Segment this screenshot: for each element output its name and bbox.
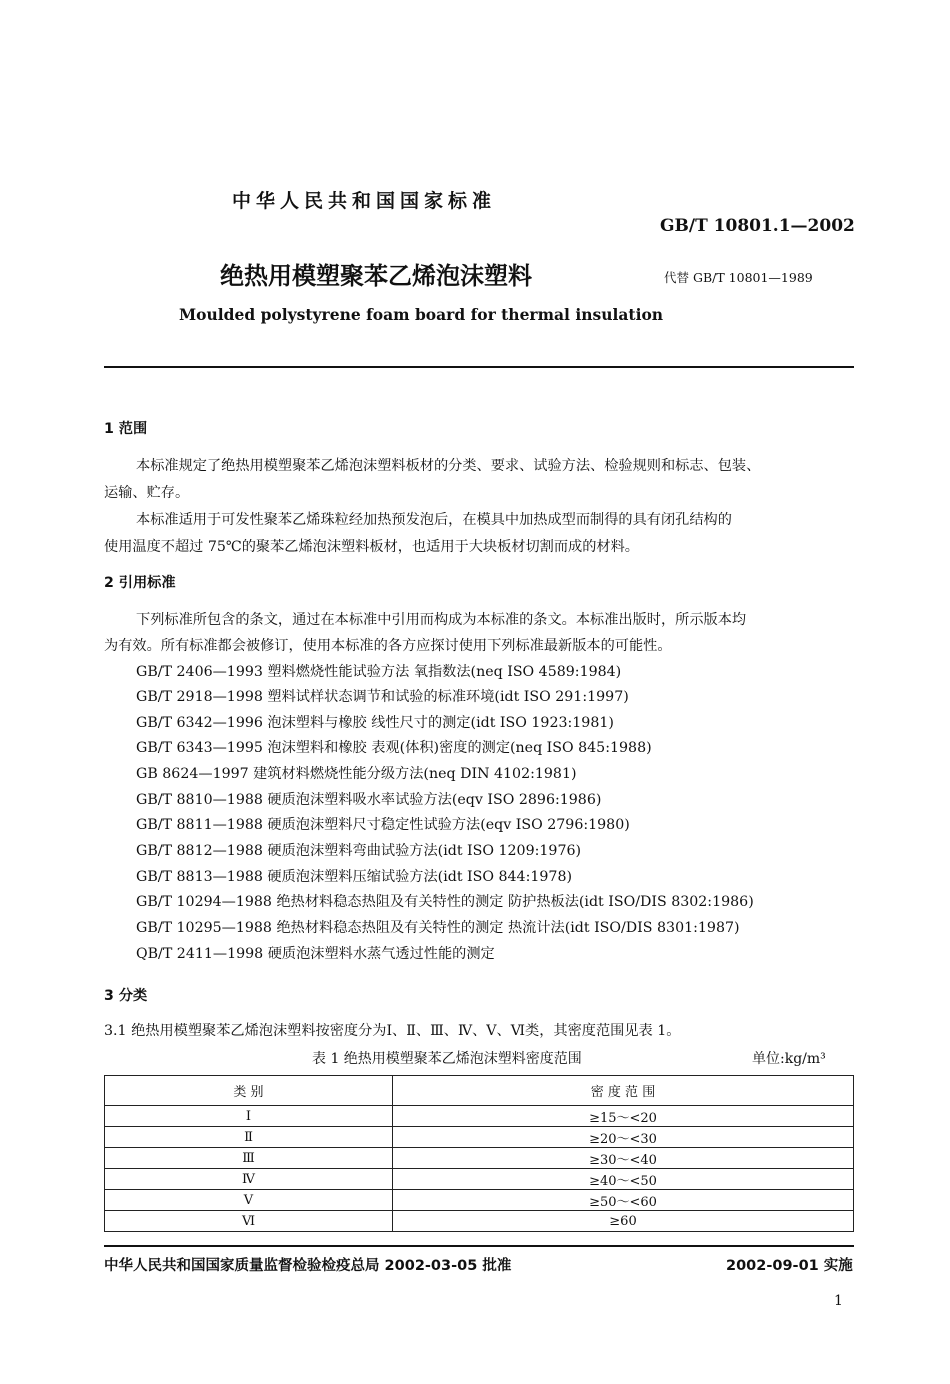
category-cell: Ⅱ bbox=[105, 1127, 393, 1148]
section-3-heading: 3 分类 bbox=[104, 988, 148, 1004]
reference-item: GB/T 8812—1988 硬质泡沫塑料弯曲试验方法(idt ISO 1209:1976) bbox=[136, 843, 582, 859]
replaces-standard: 代替 GB/T 10801—1989 bbox=[664, 270, 813, 285]
standard-code: GB/T 10801.1—2002 bbox=[660, 216, 855, 236]
implementation-date: 2002-09-01 实施 bbox=[726, 1258, 853, 1274]
paragraph-line: 为有效。所有标准都会被修订，使用本标准的各方应探讨使用下列标准最新版本的可能性。 bbox=[104, 638, 672, 654]
paragraph-line: 运输、贮存。 bbox=[104, 485, 190, 501]
paragraph-line: 下列标准所包含的条文，通过在本标准中引用而构成为本标准的条文。本标准出版时，所示版本均 bbox=[136, 612, 747, 628]
table-row bbox=[105, 1190, 854, 1211]
footer-rule bbox=[104, 1245, 854, 1247]
reference-item: QB/T 2411—1998 硬质泡沫塑料水蒸气透过性能的测定 bbox=[136, 946, 495, 962]
document-title-en: Moulded polystyrene foam board for thermal insulation bbox=[179, 305, 664, 324]
table-row bbox=[105, 1106, 854, 1127]
reference-item: GB 8624—1997 建筑材料燃烧性能分级方法(neq DIN 4102:1981) bbox=[136, 766, 577, 782]
density-table bbox=[104, 1075, 854, 1232]
reference-item: GB/T 8813—1988 硬质泡沫塑料压缩试验方法(idt ISO 844:1978) bbox=[136, 869, 573, 885]
section-2-heading: 2 引用标准 bbox=[104, 575, 176, 591]
header-rule bbox=[104, 366, 854, 368]
category-cell: Ⅰ bbox=[105, 1106, 393, 1127]
section-1-heading: 1 范围 bbox=[104, 421, 148, 437]
density-cell: ≥60 bbox=[393, 1211, 854, 1232]
reference-item: GB/T 10295—1988 绝热材料稳态热阻及有关特性的测定 热流计法(idt ISO/DIS 8301:1987) bbox=[136, 920, 740, 936]
paragraph-line: 使用温度不超过 75℃的聚苯乙烯泡沫塑料板材，也适用于大块板材切割而成的材料。 bbox=[104, 539, 639, 555]
density-cell: ≥30～<40 bbox=[393, 1148, 854, 1169]
table-row bbox=[105, 1169, 854, 1190]
paragraph-line: 本标准规定了绝热用模塑聚苯乙烯泡沫塑料板材的分类、要求、试验方法、检验规则和标志、包装、 bbox=[136, 458, 761, 474]
paragraph-line: 本标准适用于可发性聚苯乙烯珠粒经加热预发泡后，在模具中加热成型而制得的具有闭孔结构的 bbox=[136, 512, 732, 528]
reference-item: GB/T 8810—1988 硬质泡沫塑料吸水率试验方法(eqv ISO 2896:1986) bbox=[136, 792, 602, 808]
document-title-cn: 绝热用模塑聚苯乙烯泡沫塑料 bbox=[220, 262, 532, 290]
density-cell: ≥40～<50 bbox=[393, 1169, 854, 1190]
reference-item: GB/T 8811—1988 硬质泡沫塑料尺寸稳定性试验方法(eqv ISO 2796:1980) bbox=[136, 817, 630, 833]
clause-3-1: 3.1 绝热用模塑聚苯乙烯泡沫塑料按密度分为Ⅰ、Ⅱ、Ⅲ、Ⅳ、Ⅴ、Ⅵ类，其密度范围见表 1。 bbox=[104, 1023, 681, 1039]
header-category: 类 别 bbox=[105, 1076, 393, 1106]
density-cell: ≥15～<20 bbox=[393, 1106, 854, 1127]
table-caption: 表 1 绝热用模塑聚苯乙烯泡沫塑料密度范围 bbox=[312, 1051, 582, 1067]
approval-line: 中华人民共和国国家质量监督检验检疫总局 2002-03-05 批准 bbox=[104, 1258, 512, 1274]
category-cell: Ⅴ bbox=[105, 1190, 393, 1211]
page-number: 1 bbox=[834, 1293, 843, 1309]
reference-item: GB/T 6343—1995 泡沫塑料和橡胶 表观(体积)密度的测定(neq ISO 845:1988) bbox=[136, 740, 652, 756]
reference-item: GB/T 10294—1988 绝热材料稳态热阻及有关特性的测定 防护热板法(idt ISO/DIS 8302:1986) bbox=[136, 894, 754, 910]
category-cell: Ⅵ bbox=[105, 1211, 393, 1232]
category-cell: Ⅲ bbox=[105, 1148, 393, 1169]
table-row bbox=[105, 1148, 854, 1169]
reference-item: GB/T 2406—1993 塑料燃烧性能试验方法 氧指数法(neq ISO 4589:1984) bbox=[136, 664, 622, 680]
table-header-row bbox=[105, 1076, 854, 1106]
table-row bbox=[105, 1127, 854, 1148]
table-row bbox=[105, 1211, 854, 1232]
national-standard-heading: 中华人民共和国国家标准 bbox=[232, 190, 497, 212]
density-cell: ≥50～<60 bbox=[393, 1190, 854, 1211]
reference-item: GB/T 6342—1996 泡沫塑料与橡胶 线性尺寸的测定(idt ISO 1923:1981) bbox=[136, 715, 614, 731]
reference-item: GB/T 2918—1998 塑料试样状态调节和试验的标准环境(idt ISO 291:1997) bbox=[136, 689, 629, 705]
density-cell: ≥20～<30 bbox=[393, 1127, 854, 1148]
category-cell: Ⅳ bbox=[105, 1169, 393, 1190]
header-density-range: 密 度 范 围 bbox=[393, 1076, 854, 1106]
table-unit: 单位:kg/m³ bbox=[752, 1051, 826, 1067]
